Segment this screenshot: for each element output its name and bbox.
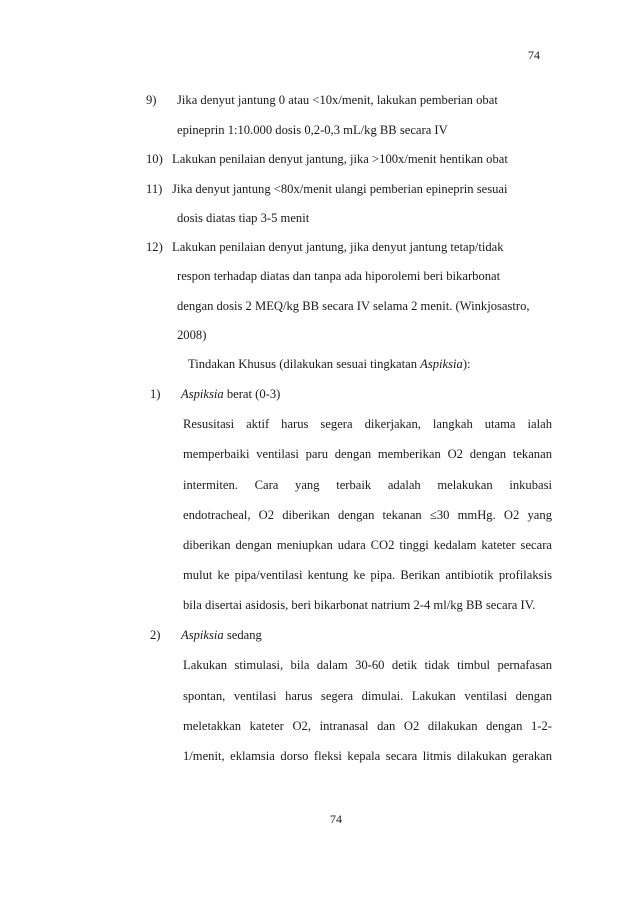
page-number-top: 74	[528, 48, 540, 62]
list-number: 10)	[146, 152, 163, 166]
subsection-title: Aspiksia sedang	[181, 628, 262, 642]
paragraph-line: diberikan dengan meniupkan udara CO2 tinggi kedalam kateter secara	[183, 538, 552, 552]
paragraph-line: mulut ke pipa/ventilasi kentung ke pipa. Berikan antibiotik profilaksis	[183, 568, 552, 582]
paragraph-line: intermiten. Cara yang terbaik adalah melakukan inkubasi	[183, 478, 552, 492]
list-number: 1)	[150, 387, 161, 401]
subsection-title: Aspiksia berat (0-3)	[181, 387, 281, 401]
paragraph-line: bila disertai asidosis, beri bikarbonat natrium 2-4 ml/kg BB secara IV.	[183, 598, 536, 612]
paragraph-line: Resusitasi aktif harus segera dikerjakan, langkah utama ialah	[183, 417, 552, 431]
list-item-line: Lakukan penilaian denyut jantung, jika >100x/menit hentikan obat	[172, 152, 508, 166]
list-item-line: 2008)	[177, 328, 207, 342]
paragraph-line: memperbaiki ventilasi paru dengan memberikan O2 dengan tekanan	[183, 447, 552, 461]
list-item-line: Lakukan penilaian denyut jantung, jika denyut jantung tetap/tidak	[172, 240, 504, 254]
list-item-line: respon terhadap diatas dan tanpa ada hiporolemi beri bikarbonat	[177, 269, 501, 283]
list-item-line: dengan dosis 2 MEQ/kg BB secara IV selama 2 menit. (Winkjosastro,	[177, 299, 530, 313]
list-number: 9)	[146, 93, 157, 107]
list-item-line: dosis diatas tiap 3-5 menit	[177, 211, 310, 225]
paragraph-line: 1/menit, eklamsia dorso fleksi kepala secara litmis dilakukan gerakan	[183, 749, 552, 763]
list-number: 12)	[146, 240, 163, 254]
list-number: 2)	[150, 628, 161, 642]
page-number-bottom: 74	[330, 812, 342, 826]
paragraph-line: meletakkan kateter O2, intranasal dan O2 dilakukan dengan 1-2-	[183, 719, 552, 733]
paragraph-line: spontan, ventilasi harus segera dimulai. Lakukan ventilasi dengan	[183, 689, 552, 703]
list-item-line: Jika denyut jantung 0 atau <10x/menit, lakukan pemberian obat	[177, 93, 498, 107]
list-number: 11)	[146, 182, 163, 196]
list-item-line: epineprin 1:10.000 dosis 0,2-0,3 mL/kg BB secara IV	[177, 123, 448, 137]
list-item-line: Jika denyut jantung <80x/menit ulangi pemberian epineprin sesuai	[172, 182, 508, 196]
paragraph-line: Lakukan stimulasi, bila dalam 30-60 detik tidak timbul pernafasan	[183, 658, 552, 672]
section-heading: Tindakan Khusus (dilakukan sesuai tingkatan Aspiksia):	[188, 357, 471, 371]
paragraph-line: endotracheal, O2 diberikan dengan tekanan ≤30 mmHg. O2 yang	[183, 508, 552, 522]
